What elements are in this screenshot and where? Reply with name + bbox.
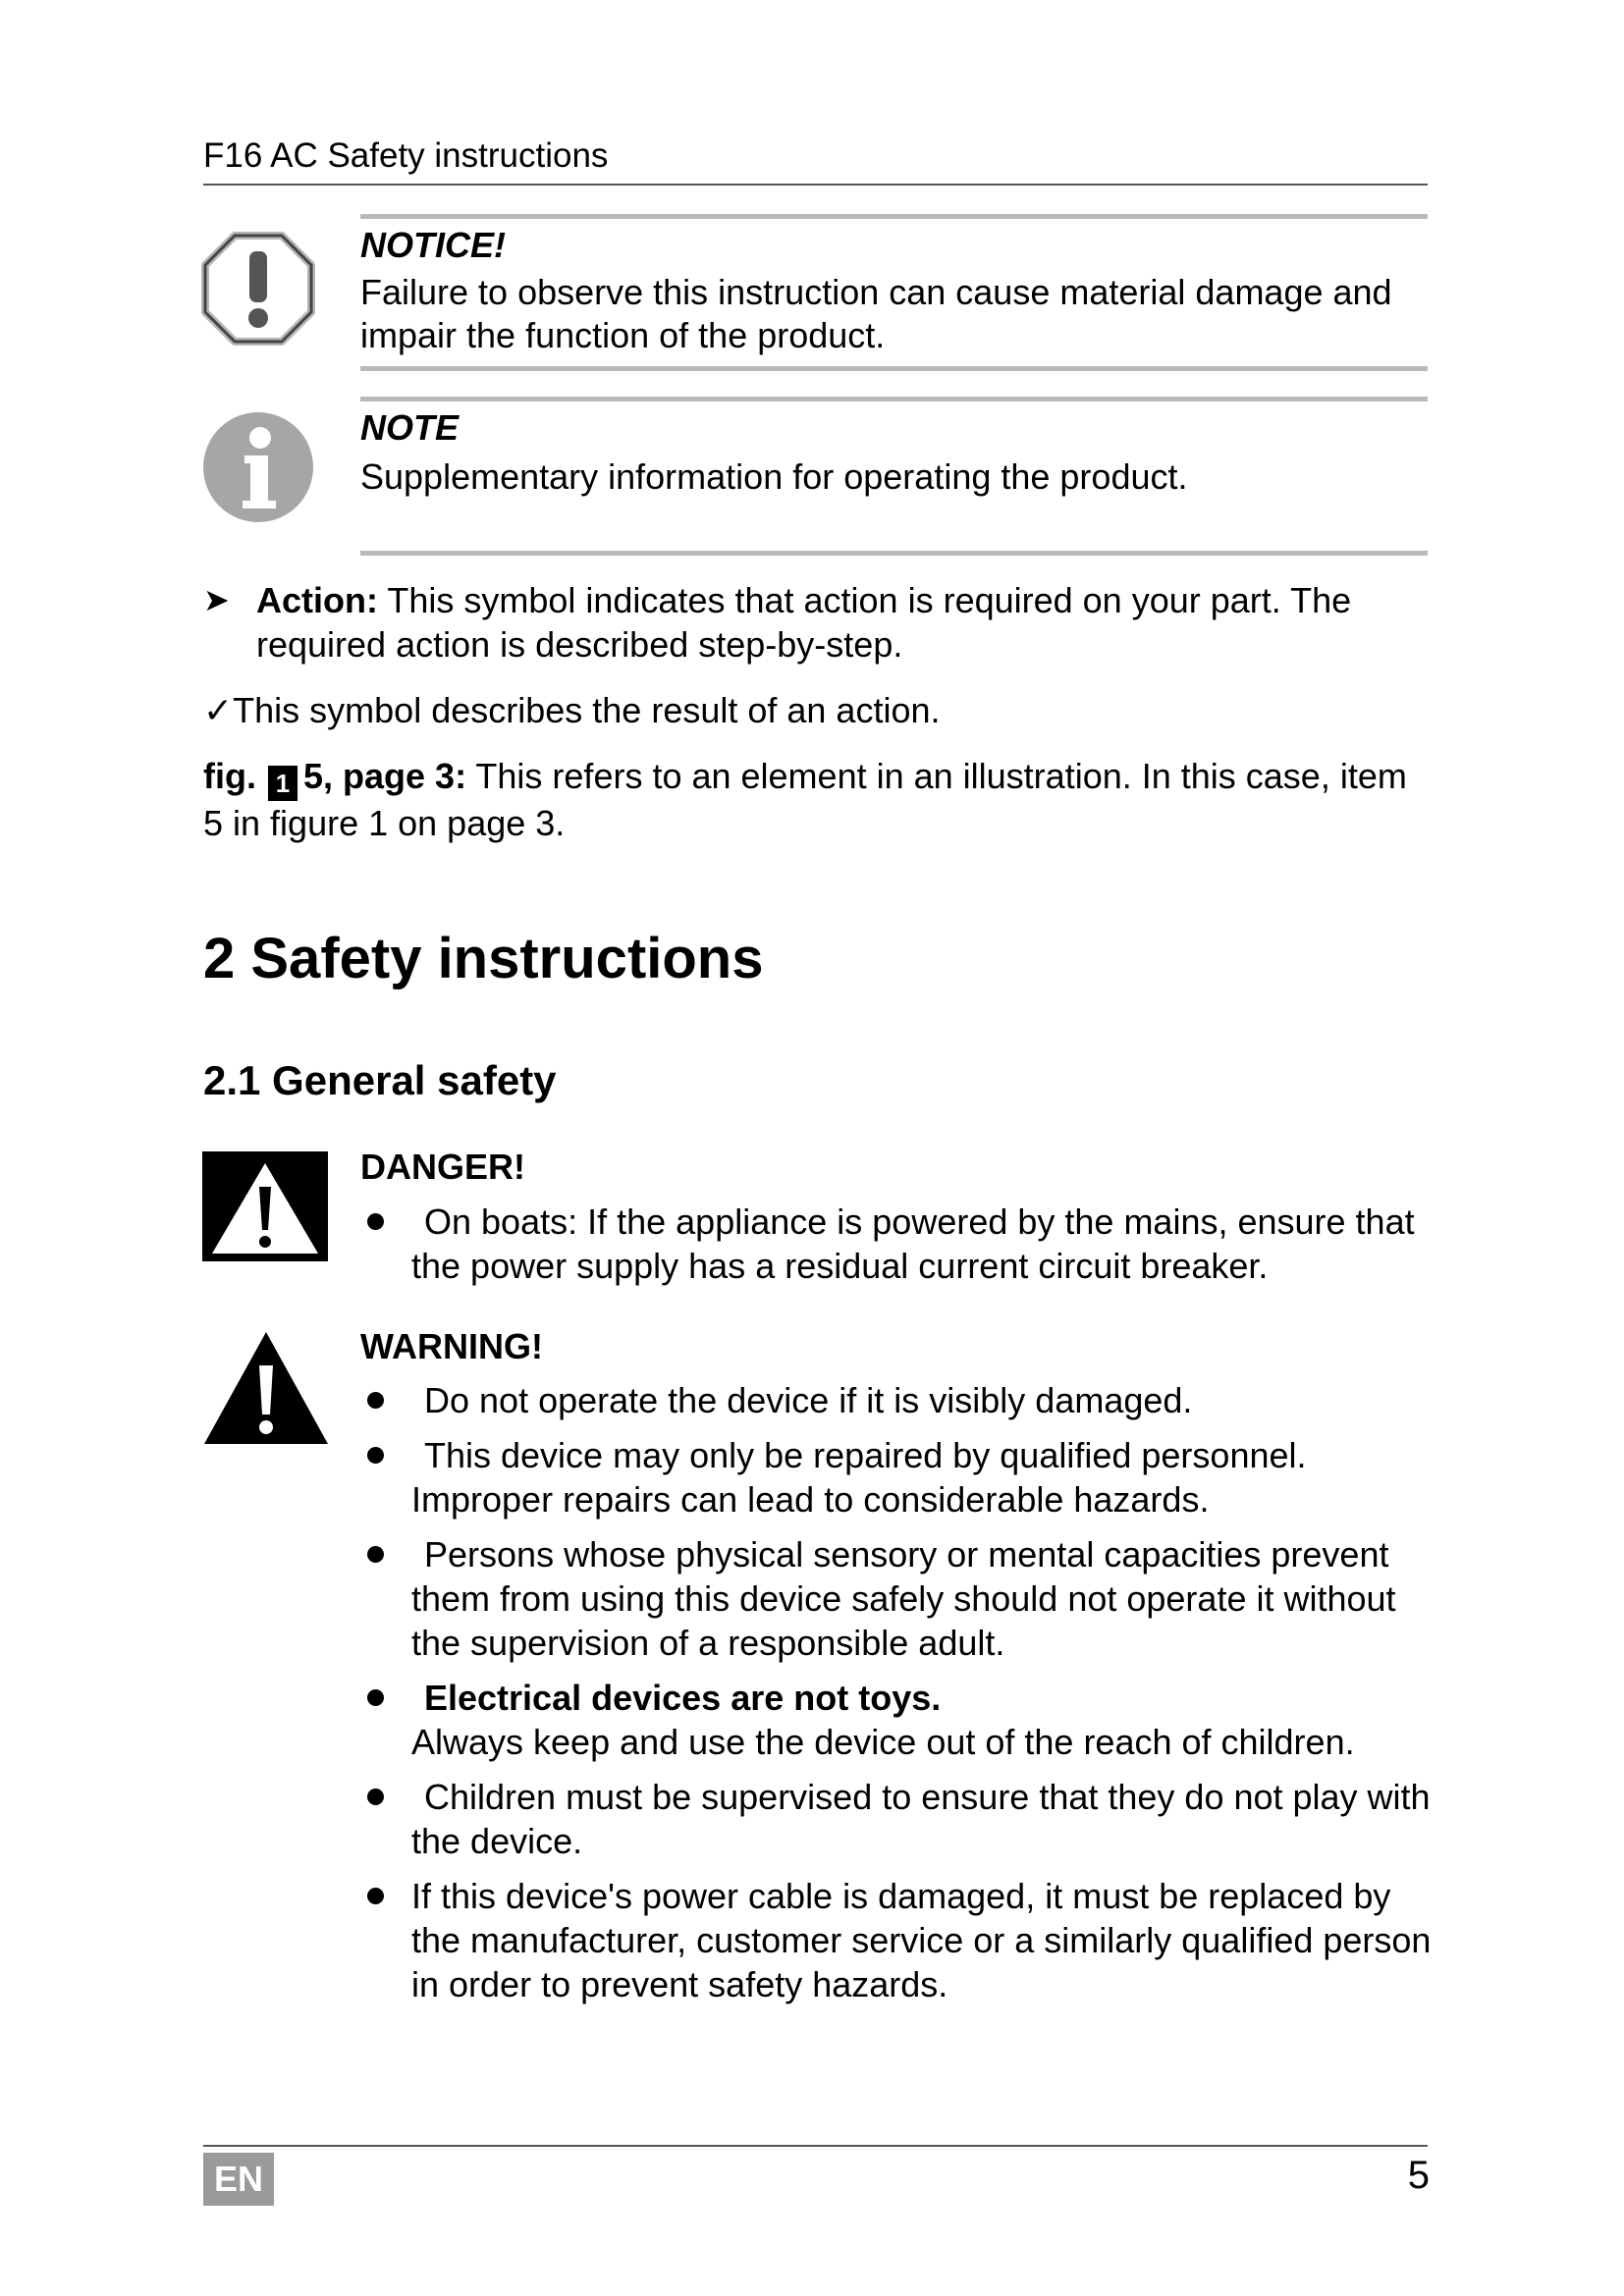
notice-text: Failure to observe this instruction can cause material damage and impair the function of the product.	[360, 272, 1392, 355]
list-item: Persons whose physical sensory or mental capacities prevent them from using this device safely should not operate it without the supervision of a responsible adult.	[360, 1532, 1440, 1665]
list-item: If this device's power cable is damaged, it must be replaced by the manufacturer, customer service or a similarly qualified person in order to prevent safety hazards.	[360, 1874, 1440, 2006]
figure-number-box: 1	[268, 766, 298, 801]
page-number: 5	[1407, 2154, 1430, 2197]
bullet-icon	[367, 1888, 384, 1904]
action-paragraph	[203, 578, 1431, 667]
running-header: F16 AC Safety instructions	[203, 136, 609, 175]
arrow-right-icon: ➤	[203, 582, 230, 617]
fig-label: fig.	[203, 756, 256, 796]
note-heading: NOTE	[360, 407, 460, 448]
header-divider	[203, 184, 1428, 186]
language-badge: EN	[203, 2153, 274, 2206]
bullet-icon	[367, 1689, 384, 1706]
danger-list	[360, 1200, 1440, 1299]
bullet-icon	[367, 1392, 384, 1409]
info-icon	[201, 410, 315, 524]
figure-reference-paragraph	[203, 754, 1431, 845]
notice-heading: NOTICE!	[360, 225, 506, 265]
bullet-icon	[367, 1213, 384, 1230]
footer-divider	[203, 2145, 1428, 2147]
figref-text: This refers to an element in an illustration. In this case, item 5 in figure 1 on page 3.	[203, 756, 1407, 843]
warning-triangle-icon	[202, 1330, 330, 1446]
danger-triangle-icon	[202, 1151, 328, 1261]
warning-list	[360, 1378, 1440, 2017]
action-label: Action:	[256, 580, 378, 620]
note-text: Supplementary information for operating the product.	[360, 456, 1188, 497]
notice-bottom-rule	[360, 366, 1428, 371]
bullet-icon	[367, 1546, 384, 1563]
list-item: Do not operate the device if it is visibly damaged.	[360, 1378, 1440, 1422]
fig-item-ref: 5, page 3:	[303, 756, 467, 796]
section-title: 2 Safety instructions	[203, 927, 764, 990]
notice-top-rule	[360, 214, 1428, 219]
subsection-title: 2.1 General safety	[203, 1057, 557, 1103]
bullet-icon	[367, 1447, 384, 1464]
list-item: Electrical devices are not toys. Always keep and use the device out of the reach of children.	[360, 1676, 1440, 1764]
action-text: This symbol indicates that action is required on your part. The required action is described step-by-step.	[256, 580, 1352, 665]
result-paragraph: ✓This symbol describes the result of an action.	[203, 690, 941, 730]
warning-heading: WARNING!	[360, 1326, 543, 1366]
bullet-icon	[367, 1789, 384, 1805]
list-item: On boats: If the appliance is powered by the mains, ensure that the power supply has a residual current circuit breaker.	[360, 1200, 1440, 1288]
note-bottom-rule	[360, 551, 1428, 556]
note-top-rule	[360, 397, 1428, 401]
list-item: This device may only be repaired by qualified personnel. Improper repairs can lead to considerable hazards.	[360, 1433, 1440, 1522]
notice-octagon-icon	[201, 232, 315, 346]
danger-heading: DANGER!	[360, 1147, 525, 1187]
list-item: Children must be supervised to ensure that they do not play with the device.	[360, 1775, 1440, 1863]
